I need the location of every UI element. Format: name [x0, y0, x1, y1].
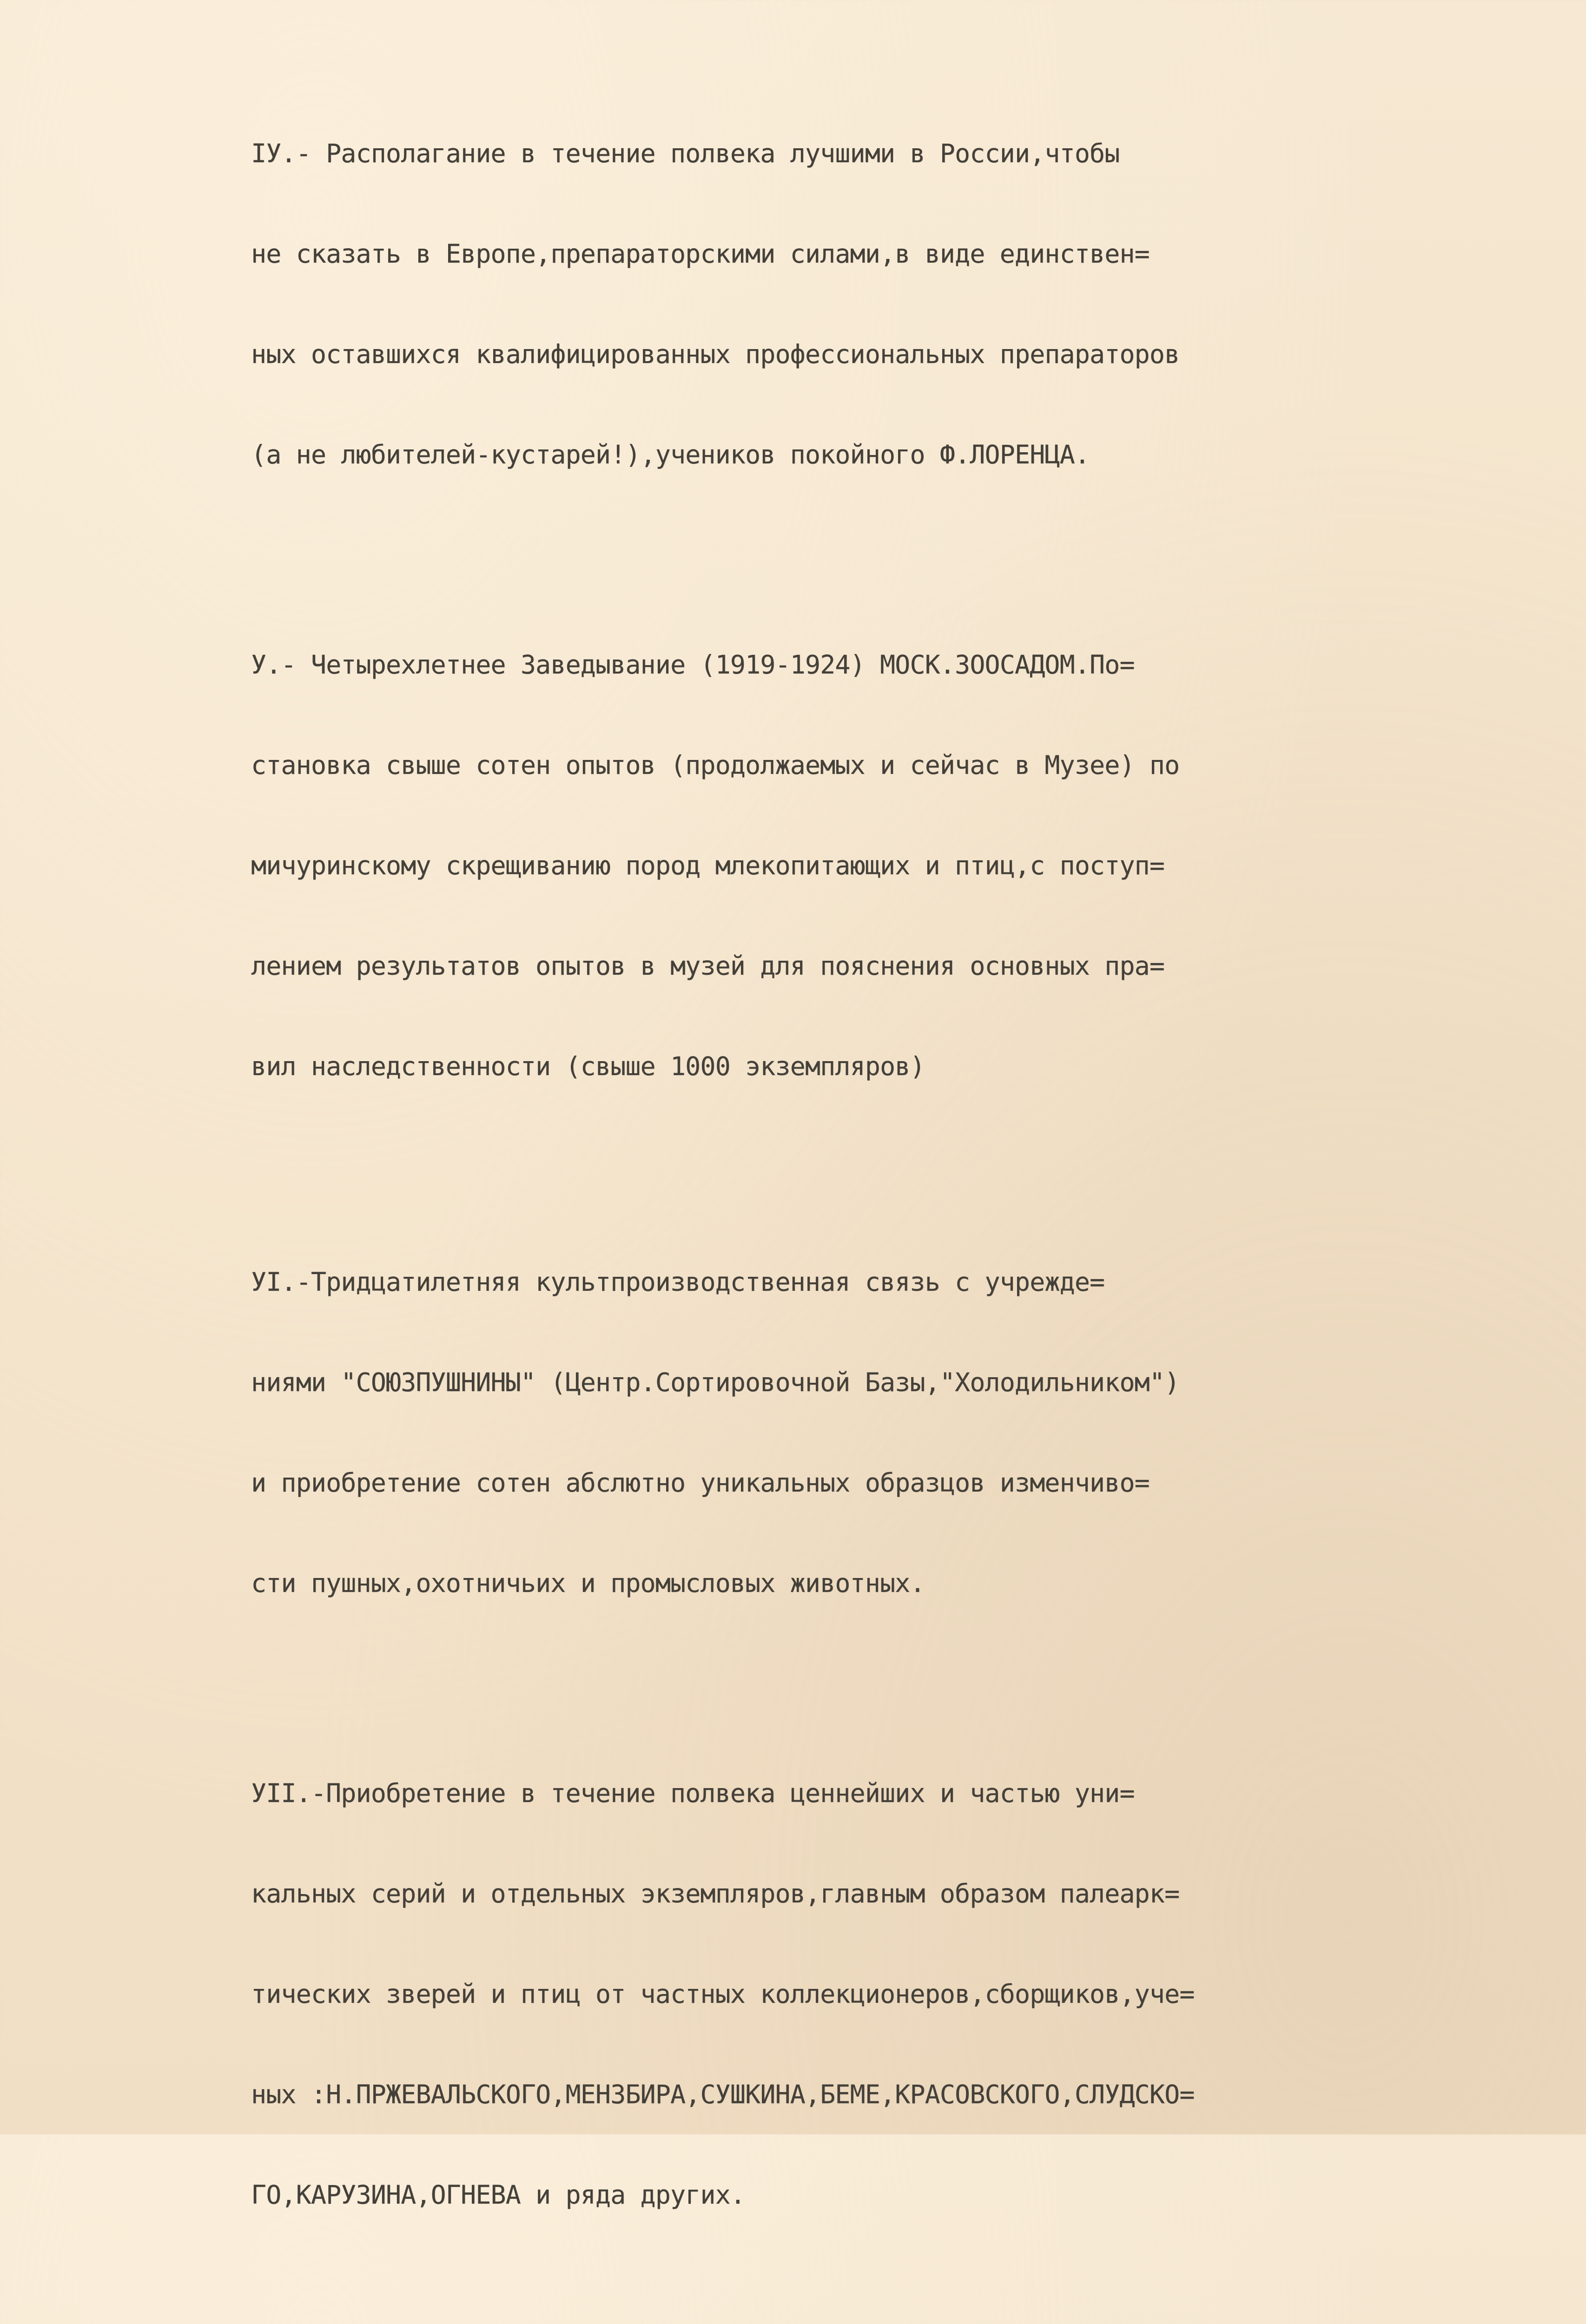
- text-line: тических зверей и птиц от частных коллекционеров,сборщиков,уче=: [251, 1979, 1195, 2009]
- text-line: кальных серий и отдельных экземпляров,главным образом палеарк=: [251, 1879, 1180, 1908]
- text-line: УI.-Тридцатилетняя культпроизводственная связь с учрежде=: [251, 1267, 1105, 1297]
- text-line: ных :Н.ПРЖЕВАЛЬСКОГО,МЕНЗБИРА,СУШКИНА,БЕМЕ,КРАСОВСКОГО,СЛУДСКО=: [251, 2080, 1195, 2109]
- text-line: ниями "СОЮЗПУШНИНЫ" (Центр.Сортировочной Базы,"Холодильником"): [251, 1367, 1180, 1397]
- text-line: IУ.- Располагание в течение полвека лучшими в России,чтобы: [251, 139, 1120, 168]
- text-line: ГО,КАРУЗИНА,ОГНЕВА и ряда других.: [251, 2180, 746, 2210]
- text-line: сти пушных,охотничьих и промысловых животных.: [251, 1568, 925, 1598]
- text-line: мичуринскому скрещиванию пород млекопитающих и птиц,с поступ=: [251, 851, 1164, 880]
- text-line: лением результатов опытов в музей для пояснения основных пра=: [251, 951, 1164, 981]
- text-line: У.- Четырехлетнее Заведывание (1919-1924) МОСК.ЗООСАДОМ.По=: [251, 650, 1135, 680]
- text-line: и приобретение сотен абслютно уникальных образцов изменчиво=: [251, 1468, 1150, 1498]
- text-line: вил наследственности (свыше 1000 экземпляров): [251, 1051, 925, 1081]
- paragraph-vi-soyuzpushnina: [251, 1198, 1479, 1667]
- paragraph-v-zoo-management: [251, 581, 1479, 1150]
- text-line: не сказать в Европе,препараторскими силами,в виде единствен=: [251, 239, 1150, 269]
- paragraph-iv-preparators: [251, 70, 1479, 538]
- paragraph-viii-exchange: [251, 2321, 1479, 2324]
- text-line: ных оставшихся квалифицированных профессиональных препараторов: [251, 339, 1180, 369]
- paragraph-vii-collectors: [251, 1710, 1479, 2278]
- text-line: УII.-Приобретение в течение полвека ценнейших и частью уни=: [251, 1778, 1135, 1808]
- text-line: становка свыше сотен опытов (продолжаемых и сейчас в Музее) по: [251, 750, 1180, 780]
- text-line: (а не любителей-кустарей!),учеников покойного Ф.ЛОРЕНЦА.: [251, 440, 1090, 469]
